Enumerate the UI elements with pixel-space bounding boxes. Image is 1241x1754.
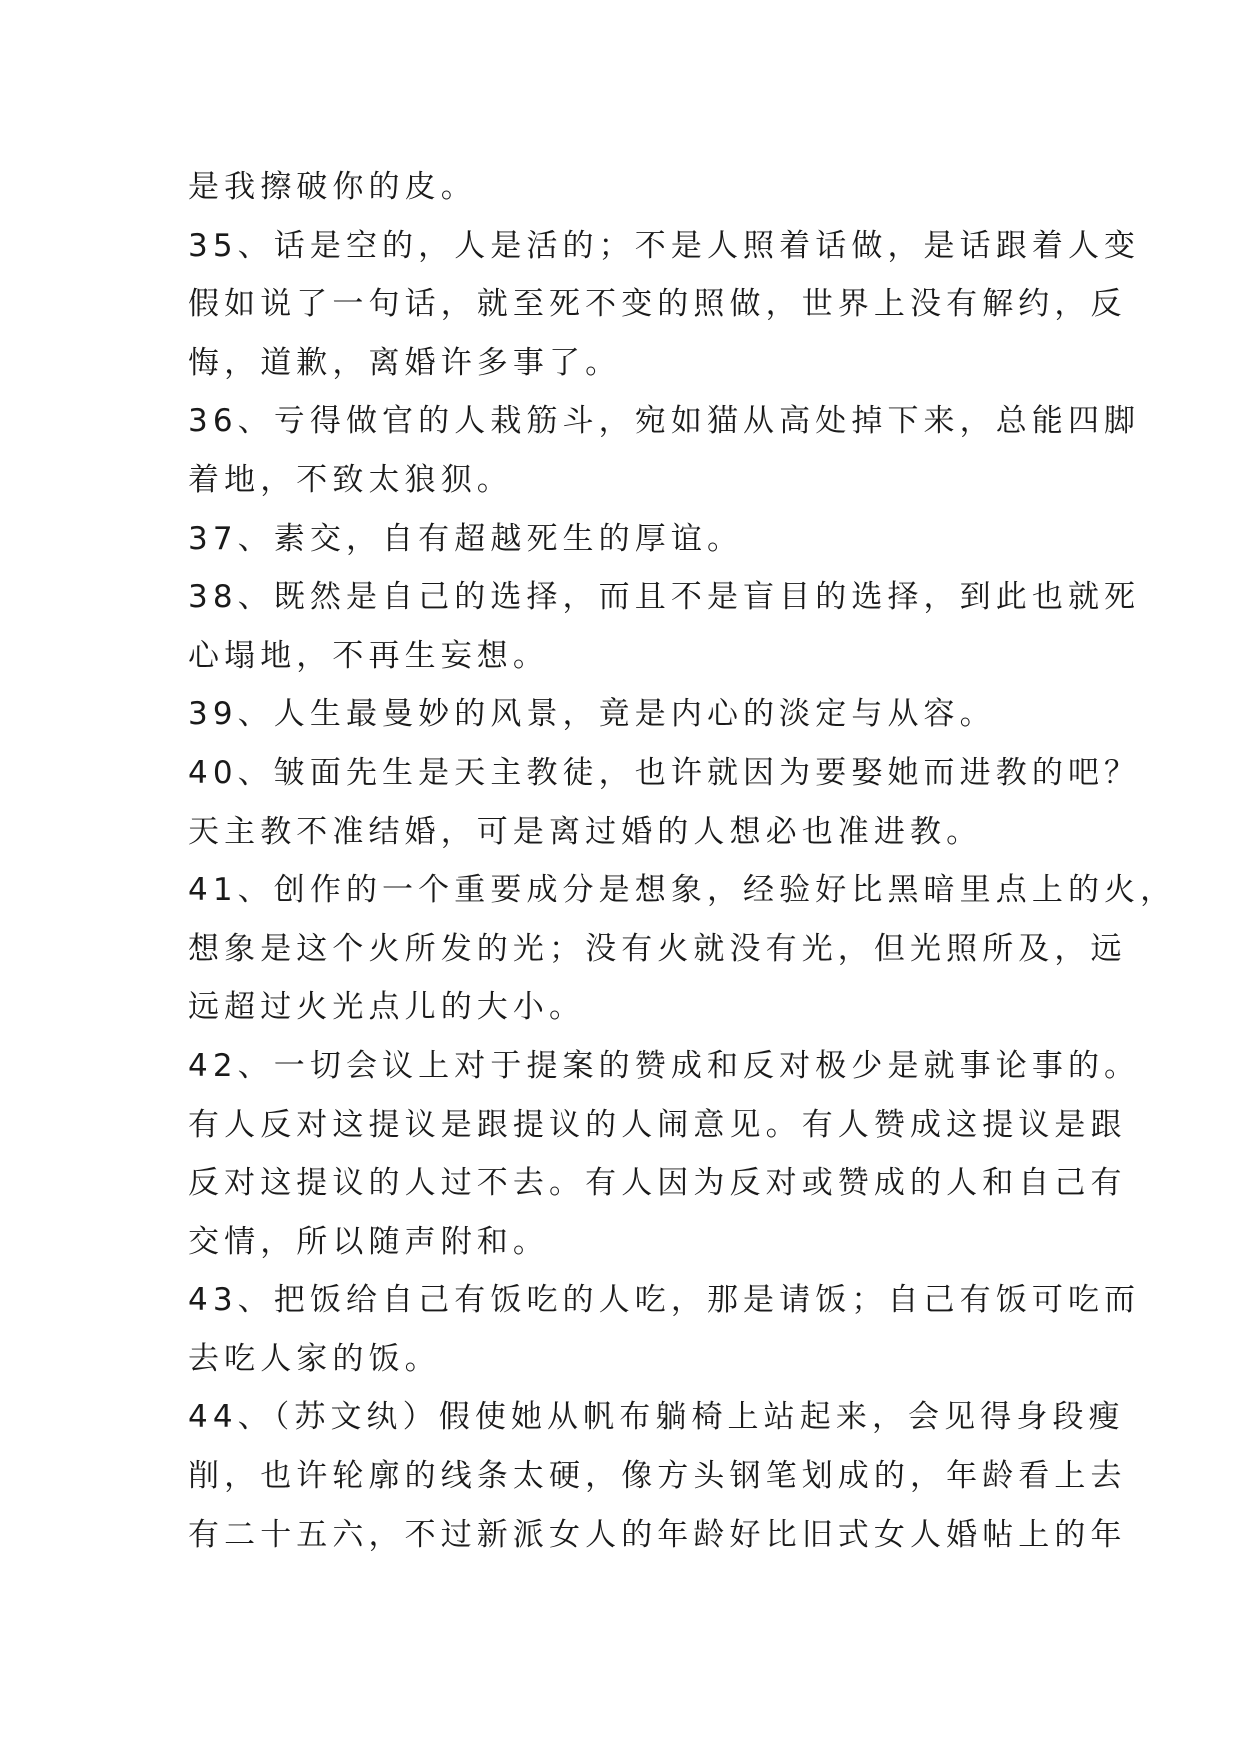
- text-line: 40、皱面先生是天主教徒，也许就因为要娶她而进教的吧？: [188, 754, 1141, 791]
- text-line: 41、创作的一个重要成分是想象，经验好比黑暗里点上的火，: [188, 872, 1177, 909]
- text-line: 想象是这个火所发的光；没有火就没有光，但光照所及，远: [188, 930, 1127, 967]
- text-line: 反对这提议的人过不去。有人因为反对或赞成的人和自己有: [188, 1165, 1127, 1202]
- text-line: 天主教不准结婚，可是离过婚的人想必也准进教。: [188, 813, 983, 850]
- text-line: 削，也许轮廓的线条太硬，像方头钢笔划成的，年龄看上去: [188, 1458, 1127, 1495]
- text-line: 44、（苏文纨）假使她从帆布躺椅上站起来，会见得身段瘦: [188, 1399, 1125, 1436]
- text-line: 43、把饭给自己有饭吃的人吃，那是请饭；自己有饭可吃而: [188, 1282, 1141, 1319]
- text-line: 39、人生最曼妙的风景，竟是内心的淡定与从容。: [188, 696, 996, 733]
- text-line: 35、话是空的，人是活的；不是人照着话做，是话跟着人变: [188, 227, 1141, 264]
- document-body: [188, 158, 1177, 1564]
- text-line: 42、一切会议上对于提案的赞成和反对极少是就事论事的。: [188, 1047, 1141, 1084]
- text-line: 37、素交，自有超越死生的厚谊。: [188, 520, 744, 557]
- text-line: 着地，不致太狼狈。: [188, 461, 513, 498]
- text-line: 有二十五六，不过新派女人的年龄好比旧式女人婚帖上的年: [188, 1516, 1127, 1553]
- text-line: 36、亏得做官的人栽筋斗，宛如猫从高处掉下来，总能四脚: [188, 403, 1141, 440]
- text-line: 去吃人家的饭。: [188, 1340, 441, 1377]
- text-line: 是我擦破你的皮。: [188, 169, 477, 205]
- text-line: 心塌地，不再生妄想。: [188, 637, 549, 674]
- text-line: 38、既然是自己的选择，而且不是盲目的选择，到此也就死: [188, 579, 1141, 616]
- text-line: 远超过火光点儿的大小。: [188, 989, 586, 1026]
- text-line: 悔，道歉，离婚许多事了。: [188, 344, 622, 381]
- text-line: 有人反对这提议是跟提议的人闹意见。有人赞成这提议是跟: [188, 1106, 1127, 1143]
- text-line: 假如说了一句话，就至死不变的照做，世界上没有解约，反: [188, 286, 1127, 323]
- text-line: 交情，所以随声附和。: [188, 1223, 549, 1260]
